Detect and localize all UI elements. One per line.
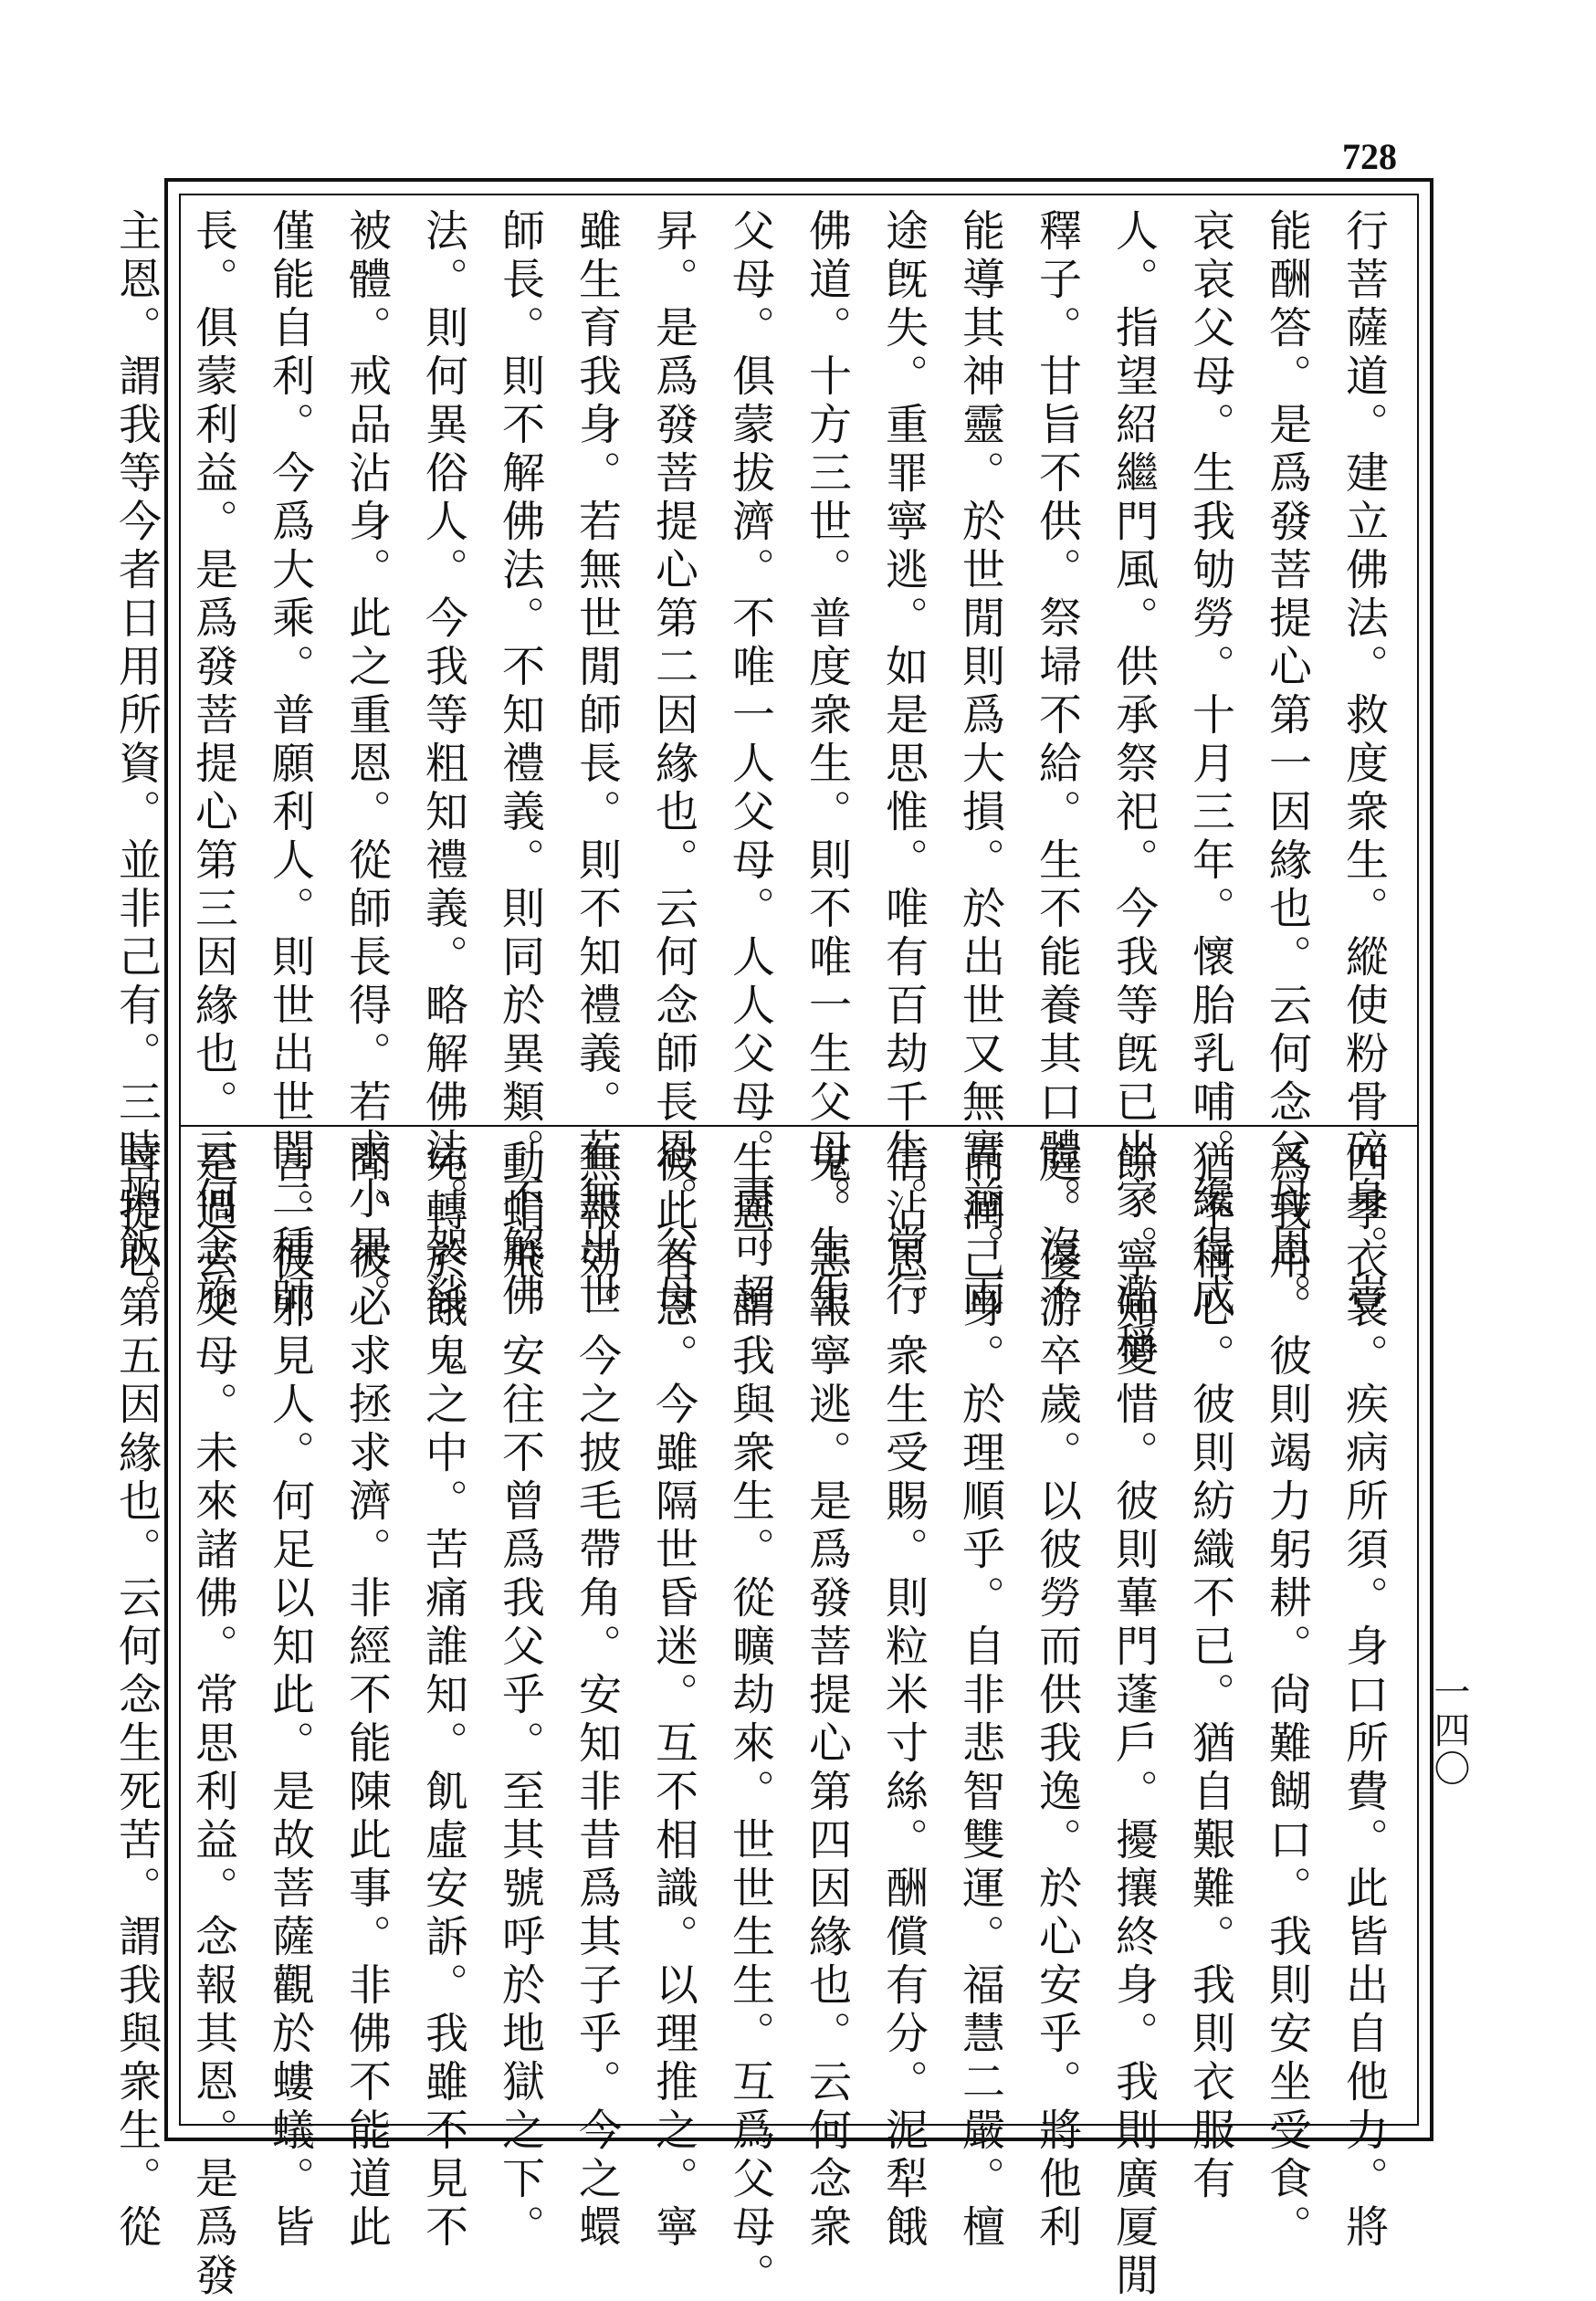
text-column: 父母。俱蒙拔濟。不唯一人父母。人人父母。盡可超 — [725, 208, 775, 1321]
page-number: 728 — [1342, 136, 1397, 177]
text-column: 僅能自利。今爲大乘。普願利人。則世出世閒二種師 — [265, 208, 315, 1321]
text-column: 而潤己身。於理順乎。自非悲智雙運。福慧二嚴。檀 — [955, 1140, 1005, 2253]
folio-number: 一四〇 — [1428, 1673, 1470, 1788]
text-column: 昇。是爲發菩提心第二因緣也。云何念師長恩。父母 — [648, 208, 698, 1321]
text-column: 猶不稱心。彼則紡織不已。猶自艱難。我則衣服有 — [1185, 1140, 1235, 2204]
text-column: 哀哀父母。生我劬勞。十月三年。懷胎乳哺。纔得成 — [1185, 208, 1235, 1321]
lower-text-block — [111, 1140, 1402, 2301]
text-column: 雖生育我身。若無世閒師長。則不知禮義。若無出世 — [572, 208, 622, 1321]
text-column: 聞。彼必求拯求濟。非經不能陳此事。非佛不能道此 — [341, 1140, 392, 2253]
text-column: 被體。戒品沾身。此之重恩。從師長得。若求小果。 — [341, 208, 392, 1321]
text-column: 宛轉於餓鬼之中。苦痛誰知。飢虛安訴。我雖不見不 — [418, 1140, 468, 2253]
text-column: 爲我用。彼則竭力躬耕。尙難餬口。我則安坐受食。 — [1262, 1140, 1312, 2253]
text-column: 無報効。今之披毛帶角。安知非昔爲其子乎。今之蠉 — [572, 1140, 622, 2253]
text-column: 師長。則不解佛法。不知禮義。則同於異類。不解佛 — [495, 208, 545, 1321]
text-column: 長。俱蒙利益。是爲發菩提心第三因緣也。云何念施 — [188, 208, 238, 1321]
text-column: 餘。寧知愛惜。彼則蓽門蓬戶。擾攘終身。我則廣厦閒 — [1108, 1140, 1159, 2301]
text-column: 信沾恩。衆生受賜。則粒米寸絲。酬償有分。泥犁餓 — [878, 1140, 929, 2253]
text-column: 鬼。惡報寧逃。是爲發菩提心第四因緣也。云何念衆 — [802, 1140, 852, 2253]
text-column: 能酬答。是爲發菩提心第一因緣也。云何念父母恩。 — [1262, 208, 1312, 1321]
text-column: 能導其神靈。於世閒則爲大損。於出世又無實益。兩 — [955, 208, 1005, 1321]
text-column: 行菩薩道。建立佛法。救度衆生。縱使粉骨碎身。豈 — [1339, 208, 1389, 1321]
text-column: 途旣失。重罪寧逃。如是思惟。唯有百劫千生。常行 — [878, 208, 929, 1321]
text-column: 人。指望紹繼門風。供承祭祀。今我等旣已出家。濫稱 — [1108, 208, 1159, 1370]
text-column: 主恩。謂我等今者日用所資。並非己有。三時粥飯。 — [111, 208, 162, 1321]
text-column: 動蜎飛。安往不曾爲我父乎。至其號呼於地獄之下。 — [495, 1140, 545, 2253]
text-column: 釋子。甘旨不供。祭埽不給。生不能養其口體。沒不 — [1032, 208, 1082, 1321]
text-column: 是過去父母。未來諸佛。常思利益。念報其恩。是爲發 — [188, 1140, 238, 2301]
text-column: 菩提心第五因緣也。云何念生死苦。謂我與衆生。從 — [111, 1140, 162, 2253]
text-column: 庭。優游卒歲。以彼勞而供我逸。於心安乎。將他利 — [1032, 1140, 1082, 2253]
text-column: 四季衣裳。疾病所須。身口所費。此皆出自他力。將 — [1339, 1140, 1389, 2253]
text-column: 彼此有恩。今雖隔世昏迷。互不相識。以理推之。寧 — [648, 1140, 698, 2253]
text-column: 法。則何異俗人。今我等粗知禮義。略解佛法。袈裟 — [418, 208, 468, 1321]
text-column: 生恩。謂我與衆生。從曠劫來。世世生生。互爲父母。 — [725, 1140, 775, 2301]
text-column: 言。彼邪見人。何足以知此。是故菩薩觀於螻蟻。皆 — [265, 1140, 315, 2253]
upper-text-block — [111, 208, 1402, 1370]
text-column: 佛道。十方三世。普度衆生。則不唯一生父母。生生 — [802, 208, 852, 1321]
